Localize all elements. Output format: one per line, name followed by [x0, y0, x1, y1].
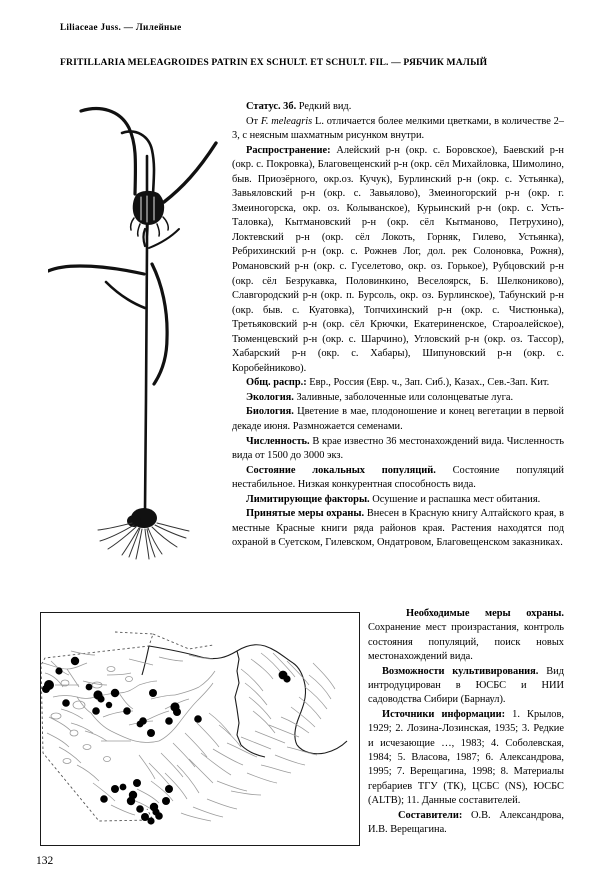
- cultivation-text: Вид интродуцирован в ЮСБС и НИИ садоводства Сибири (Барнаул).: [368, 665, 564, 706]
- status-paragraph: [232, 100, 564, 115]
- family-latin-name: Liliaceae Juss.: [60, 22, 122, 32]
- plant-illustration: [48, 98, 224, 588]
- biology-label: Биология.: [246, 406, 294, 418]
- measures-taken-paragraph: [232, 507, 564, 551]
- authors-paragraph: [368, 809, 564, 838]
- family-dash: —: [123, 22, 134, 32]
- sources-label: Источники информации:: [382, 708, 506, 720]
- limiting-factors-paragraph: [232, 493, 564, 508]
- sources-text: 1. Крылов, 1929; 2. Лозина-Лозинская, 1935; 3. Редкие и исчезающие …, 1983; 4. Соболевская, 1984; 5. Власова, 1987; 6. Александрова, 1995; 7. Верещагина, 1998; 8. Материалы гербариев ТГУ (ТК), ЦСБС (NS), ЮСБС (ALTB); 11. Данные составителей.: [368, 708, 565, 807]
- family-russian-name: Лилейные: [135, 22, 182, 32]
- general-distribution-text: Евр., Россия (Евр. ч., Зап. Сиб.), Казах., Сев.-Зап. Кит.: [306, 377, 550, 389]
- status-value: Редкий вид.: [298, 101, 352, 112]
- measures-taken-label: Принятые меры охраны.: [246, 508, 365, 520]
- status-label: Статус. 3б.: [246, 101, 297, 112]
- page-number: 132: [36, 855, 54, 867]
- cultivation-label: Возможности культивирования.: [382, 665, 539, 677]
- sources-paragraph: [368, 708, 564, 809]
- distribution-map: [40, 612, 360, 846]
- biology-text: Цветение в мае, плодоношение и конец вегетации в первой декаде июня. Размножается семенами.: [232, 406, 564, 433]
- family-heading: [60, 22, 530, 32]
- ecology-paragraph: [232, 391, 564, 406]
- cultivation-paragraph: [368, 665, 564, 708]
- local-populations-text: Состояние популяций нестабильное. Низкая конкурентная способность вида.: [232, 464, 564, 491]
- authors-label: Составители:: [398, 809, 463, 821]
- abundance-label: Численность.: [246, 435, 310, 447]
- abundance-paragraph: [232, 435, 564, 464]
- measures-needed-text: Сохранение мест произрастания, контроль состояния популяций, поиск новых местонахождений вида.: [368, 622, 564, 663]
- distribution-label: Распространение:: [246, 144, 331, 156]
- morphology-pre: От: [246, 115, 261, 127]
- measures-needed-paragraph: [368, 607, 564, 665]
- general-distribution-paragraph: [232, 376, 564, 391]
- measures-taken-text: Внесен в Красную книгу Алтайского края, в местные Красные книги ряда районов края. Растения находятся под охраной в Суетском, Гилевском, Ондатровом, Благовещенском заказниках.: [232, 508, 564, 549]
- limiting-factors-label: Лимитирующие факторы.: [246, 493, 370, 505]
- side-notes-column: [368, 607, 564, 838]
- morphology-paragraph: [232, 115, 564, 144]
- biology-paragraph: [232, 405, 564, 434]
- limiting-factors-text: Осушение и распашка мест обитания.: [369, 493, 541, 505]
- distribution-text: Алейский р-н (окр. с. Боровское), Баевский р-н (окр. с. Покровка), Благовещенский р-н (окр. сёл Михайловка, Шимолино, быв. Приозёрного, окр.оз. Кучук), Бурлинский р-н (окр. с. Устьянка), Завьяловский р-н (окр. с. Завьялово), Змеиногорский р-н (окр. г. Змеиногорска, окр. оз. Колыванское), Курьинский р-н (окр. с. Усть-Таловка), Кытмановский р-н (окр. сёл Кытманово, Петрухино), Локтевский р-н (окр. сёл Локоть, Горняк, Гилево, Устьянка), Ребрихинский р-н (окр. с. Рожнев Лог, дол. рек Солоновка, Рожня), Романовский р-н (окр. с. Гуселетово, окр. оз. Горькое), Рубцовский р-н (окр. сёл Безрукавка, Половинкино, Веселоярск, Б. Шелкониково), Славгородский р-н (окр. п. Бурсоль, окр. оз. Бурлинское), Табунский р-н (окр. быв. с. Куатовка), Топчихинский р-н (окр. с. Чистюнька), Третьяковский р-н (окр. сёл Крючки, Екатериненское, Староалейское), Тюменцевский р-н (окр. с. Шарчино), Угловский р-н (окр. оз. Тассор), Хабарский р-н (окр. с. Хабары), Шипуновский р-н (окр. с. Коробейниково).: [232, 144, 564, 374]
- distribution-paragraph: [232, 144, 564, 377]
- page-title: FRITILLARIA MELEAGROIDES PATRIN EX SCHULT. ET SCHULT. FIL. — РЯБЧИК МАЛЫЙ: [60, 57, 488, 68]
- morphology-post: L. отличается более мелкими цветками, в количестве 2–3, с неясным шахматным рисунком внутри.: [232, 115, 564, 142]
- species-description-column: [232, 100, 564, 551]
- measures-needed-label: Необходимые меры охраны.: [406, 608, 564, 619]
- ecology-label: Экология.: [246, 391, 294, 403]
- general-distribution-label: Общ. распр.:: [246, 377, 307, 389]
- species-latin-compare: F. meleagris: [260, 115, 313, 127]
- abundance-text: В крае известно 36 местонахождений вида. Численность вида от 1500 до 3000 экз.: [232, 435, 564, 462]
- authors-text: О.В. Александрова, И.В. Верещагина.: [368, 809, 564, 836]
- local-populations-label: Состояние локальных популяций.: [246, 464, 436, 476]
- local-populations-paragraph: [232, 464, 564, 493]
- ecology-text: Заливные, заболоченные или солонцеватые луга.: [293, 391, 514, 403]
